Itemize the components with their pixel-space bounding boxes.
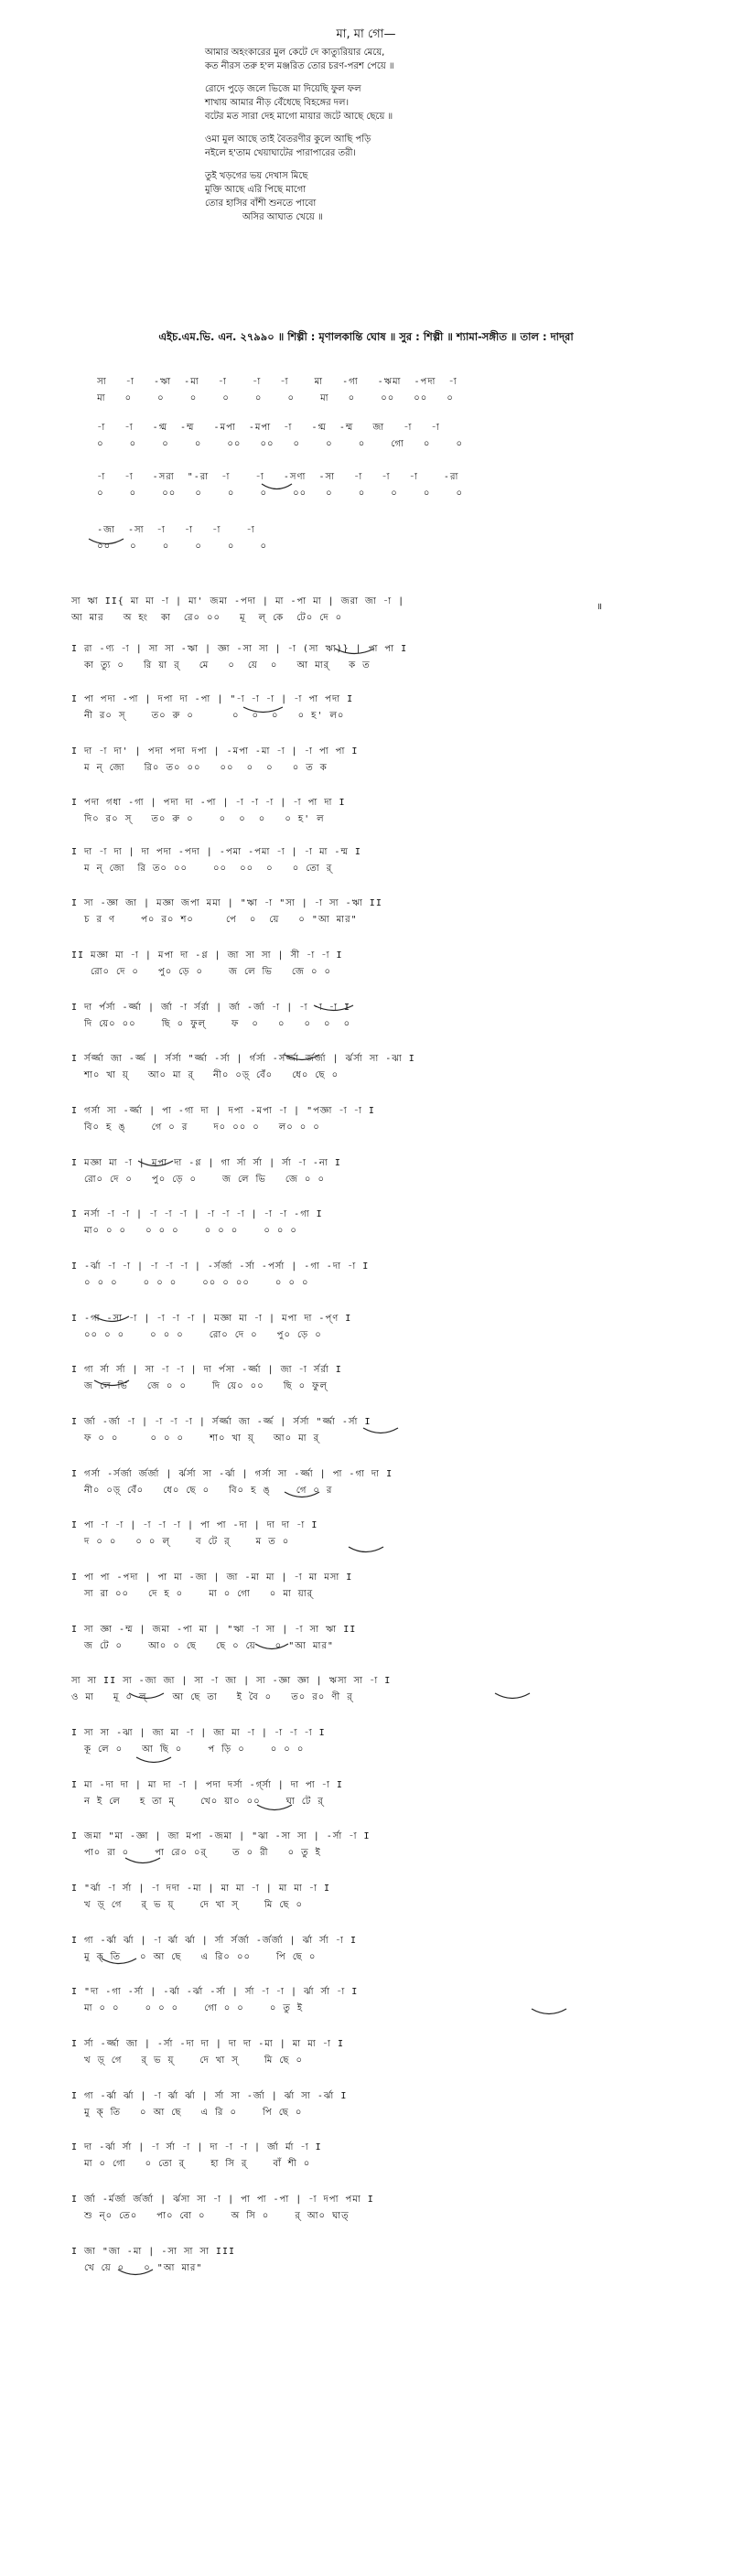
notation-row: [71, 1517, 666, 1550]
swara-line: I দা -া দা | দা পদা -পদা | -পমা -পমা -া | -া মা -ম্ম I: [71, 847, 361, 857]
lyric-syllable-line: খ ড়্ গে র্ ভ য়্ দে খা স্ মি ছে ০: [71, 2055, 304, 2066]
lyric-line: অসির আঘাত খেয়ে ॥: [242, 212, 323, 222]
slur-arc: [313, 1004, 354, 1014]
lyric-syllable-line: মা ০ ০ ০ ০ ০ ০ মা ০ ০০ ০০ ০: [71, 393, 454, 403]
slur-arc: [88, 538, 124, 547]
notation-row: [71, 1361, 666, 1394]
swara-line: I গা -র্ঝা র্ঝা | -া র্ঝা র্ঝা | র্সা সা -র্জা | র্ঝা সা -র্ঝা I: [71, 2091, 348, 2101]
swara-line: I পা -া -া | -া -া -া | পা পা -দা | দা দা -া I: [71, 1520, 318, 1530]
lyric-syllable-line: মা ০ ০ ০ ০ ০ গো ০ ০ ০ তু ই: [71, 2003, 304, 2013]
notation-row: [71, 468, 666, 501]
slur-arc: [135, 1756, 172, 1766]
slur-arc: [256, 1804, 293, 1813]
swara-line: সা ঋা II{ মা মা -া | মা' জমা -পদা | মা -পা মা | জরা জা -া |: [71, 596, 405, 606]
notation-row: [71, 895, 666, 928]
lyric-syllable-line: রো০ দে ০ পু০ ড়ে ০ জ লে ভি জে ০ ০: [71, 967, 331, 977]
lyric-syllable-line: খে য়ে ০ ০ "আ মার": [71, 2263, 203, 2273]
notation-row: [71, 419, 666, 452]
notation-row: [71, 947, 666, 980]
slur-arc: [284, 1491, 320, 1500]
swara-line: I -র্ঝা -া -া | -া -া -া | -র্সর্জা -র্সা -পর্সা | -গা -দা -া I: [71, 1261, 370, 1272]
swara-line: I গর্সা -র্সর্জা র্জর্জা | র্ঝর্সা সা -র্ঝা | গর্সা সা -র্জ্জা | পা -গা দা I: [71, 1469, 393, 1479]
slur-arc: [242, 706, 284, 715]
lyric-syllable-line: কা ত্যু ০ রি য়া র্ মে ০ য়ে ০ আ মার্ ক ত: [71, 660, 371, 671]
notation-row: [71, 999, 666, 1032]
notation-row: [71, 2243, 666, 2276]
lyric-syllable-line: ০০ ০ ০ ০ ০ ০ রো০ দে ০ পু০ ড়ে ০: [71, 1330, 322, 1340]
slur-arc: [124, 1857, 161, 1866]
lyric-line: মুক্তি আছে এরি পিছে মাগো: [205, 185, 307, 195]
lyric-syllable-line: নী০ ০ড়্ বেঁ০ ধে০ ছে ০ বি০ হ ঙ্ গে ০ র: [71, 1486, 333, 1496]
swara-line: -া -া -গ্ম -ম্ম -মপা -মপা -া -গ্ম -ম্ম জা -া -া: [71, 423, 440, 433]
lyric-line: আমার অহংকারের মুল কেটে দে কাত্যুরিয়ার মেয়ে,: [205, 48, 385, 58]
lyric-syllable-line: পা০ রা ০ পা রে০ ০র্ ত ০ রী ০ তু ই: [71, 1848, 321, 1858]
swara-line: -জা -সা -া -া -া -া: [71, 525, 255, 535]
slur-arc: [362, 1427, 399, 1436]
notation-row: [71, 1880, 666, 1913]
swara-line: I গা -র্ঝা র্ঝা | -া র্ঝা র্ঝা | র্সা র্সর্জা -র্জর্জা | র্ঝা র্সা -া I: [71, 1936, 357, 1946]
lyric-syllable-line: ন ই লে হ তা ম্ খে০ য়া০ ০০ ঘা টে র্: [71, 1797, 324, 1807]
lyric-syllable-line: রো০ দে ০ পু০ ড়ে ০ জ লে ভি জে ০ ০: [71, 1175, 325, 1185]
swara-line: I পা পদা -পা | দপা দা -পা | "-া -া -া | -া পা পদা I: [71, 694, 354, 704]
slur-arc: [93, 1315, 130, 1325]
lyric-syllable-line: দি য়ে০ ০০ ছি ০ ফুল্ ফ ০ ০ ০ ০ ০: [71, 1019, 351, 1029]
swara-line: I সা সা -ঝা | জা মা -া | জা মা -া | -া -া -া I: [71, 1728, 326, 1738]
lyric-syllable-line: নী র০ স্ ত০ রু ০ ০ ০ ০ ০ হ' ল০: [71, 711, 345, 721]
lyric-line: ওমা মুল আছে তাই বৈতরণীর কুলে আছি পড়ি: [205, 134, 371, 145]
swara-line: I সা জ্ঞা -ম্ম | জমা -পা মা | "ঋা -া সা | -া সা ঋা II: [71, 1625, 357, 1635]
notation-row: [71, 1932, 666, 1965]
slur-arc: [494, 1692, 531, 1701]
lyric-syllable-line: দি০ র০ স্ ত০ রু ০ ০ ০ ০ ০ হ' ল: [71, 814, 325, 824]
swara-line: I দা -র্ঝা র্সা | -া র্সা -া | দা -া -া | র্জা র্মা -া I: [71, 2142, 322, 2152]
notation-row: [71, 1310, 666, 1343]
slur-arc: [254, 1643, 289, 1652]
lyric-syllable-line: ০ ০ ০ ০ ০ ০ ০০ ০ ০০ ০ ০ ০: [71, 1278, 309, 1288]
lyric-line: শাখায় আমার নীড় বেঁধেছে বিহঙ্গের দল।: [205, 98, 350, 108]
swara-line: I র্সা -র্জ্জা জা | -র্সা -দা দা | দা দা -মা | মা মা -া I: [71, 2039, 344, 2049]
notation-row: [71, 1724, 666, 1757]
swara-line: সা সা II সা -জা জা | সা -া জা | সা -জ্ঞা জ্ঞা | ঋসা সা -া I: [71, 1676, 392, 1686]
lyric-line: তোর হাসির বাঁশী শুনতে পাবো: [205, 199, 317, 209]
lyric-syllable-line: কূ লে ০ আ ছি ০ প ড়ি ০ ০ ০ ০: [71, 1744, 305, 1755]
lyric-syllable-line: ও মা মূ ০ ল্ আ ছে তা ই বৈ ০ ত০ র০ ণী র্: [71, 1692, 353, 1702]
swara-line: I র্জা -র্মর্জা র্জর্জা | র্ঝসা সা -া | পা পা -পা | -া দপা পমা I: [71, 2195, 374, 2205]
notation-row: [71, 1776, 666, 1809]
slur-arc: [128, 1692, 165, 1701]
slur-arc: [137, 1160, 174, 1169]
song-title: মা, মা গো—: [336, 27, 396, 41]
notation-row: [71, 794, 666, 827]
lyric-syllable-line: ০ ০ ০ ০ ০০ ০০ ০ ০ ০ গো ০ ০: [71, 439, 463, 449]
lyric-line: কত নীরস তরু হ'ল মঞ্জরিত তোর চরণ-পরশ পেয়ে ॥: [205, 61, 394, 71]
notation-row: [71, 1258, 666, 1291]
slur-arc: [334, 648, 375, 657]
swara-line: I "র্ঝা -া র্সা | -া দদা -মা | মা মা -া | মা মা -া I: [71, 1884, 331, 1894]
swara-line: II মজ্ঞা মা -া | মপা দা -ণ্ণ | জা সা সা | সী -া -া I: [71, 950, 343, 961]
lyric-syllable-line: ম ন্ জো রি ত০ ০০ ০০ ০০ ০ ০ তো র্: [71, 864, 333, 874]
swara-line: I দা -া দা' | পদা পদা দপা | -মপা -মা -া | -া পা পা I: [71, 746, 359, 757]
swara-line: I -গা -সা -া | -া -া -া | মজ্ঞা মা -া | মপা দা -প্ণ I: [71, 1314, 352, 1324]
notation-row: [71, 521, 666, 554]
lyric-syllable-line: মু ক্ তি ০ আ ছে এ রি০ ০০ পি ছে ০: [71, 1952, 317, 1962]
swara-line: I "দা -গা -র্সা | -র্ঝা -র্ঝা -র্সা | র্সা -া -া | র্ঝা র্সা -া I: [71, 1987, 359, 1997]
swara-line: I দা র্পর্সা -র্জ্জা | র্জা -া র্সর্রা | র্জা -র্জা -া | -া -া -া I: [71, 1003, 351, 1013]
swara-line: I জমা "মা -জ্ঞা | জা মপা -জমা | "ঝা -সা সা | -র্সা -া I: [71, 1831, 371, 1841]
notation-row: [71, 1569, 666, 1602]
lyric-syllable-line: শা০ খা য়্ আ০ মা র্ নী০ ০ড়্ বেঁ০ ধে০ ছে ০: [71, 1070, 339, 1080]
notation-row: [71, 1621, 666, 1654]
lyric-line: রোদে পুড়ে জলে ভিজে মা দিয়েছি ফুল ফল: [205, 84, 361, 94]
swara-line: I নর্সা -া -া | -া -া -া | -া -া -া | -া -া -গা I: [71, 1209, 323, 1219]
swara-line: -া -া -সরা "-রা -া -া -সণা -সা -া -া -া -রা: [71, 472, 459, 482]
lyric-syllable-line: জ লে ভি জে ০ ০ দি য়ে০ ০০ ছি ০ ফুল্: [71, 1381, 328, 1391]
lyric-syllable-line: ০ ০ ০০ ০ ০ ০ ০০ ০ ০ ০ ০ ০: [71, 488, 463, 499]
swara-line: I পদা গধা -গা | পদা দা -পা | -া -া -া | -া পা দা I: [71, 798, 346, 808]
lyric-syllable-line: চ র ণ প০ র০ শ০ পে ০ য়ে ০ "আ মার": [71, 915, 358, 925]
lyric-syllable-line: ফ ০ ০ ০ ০ ০ শা০ খা য়্ আ০ মা র্: [71, 1433, 320, 1444]
notation-row: [71, 2088, 666, 2120]
notation-row: [71, 1102, 666, 1135]
lyric-syllable-line: মু ক্ তি ০ আ ছে এ রি ০ পি ছে ০: [71, 2108, 303, 2118]
lyric-syllable-line: শু ন্০ তে০ পা০ বো ০ অ সি ০ র্ আ০ ঘাত্: [71, 2211, 350, 2221]
slur-arc: [117, 2269, 154, 2278]
notation-row: [71, 2139, 666, 2172]
lyric-syllable-line: মা ০ গো ০ তো র্ হা সি র্ বাঁ শী ০: [71, 2159, 311, 2169]
notation-row: [71, 743, 666, 776]
swara-line: সা -া -ঋা -মা -া -া -া মা -গা -ঋমা -পদা -া: [71, 377, 458, 387]
swara-line: I মজ্ঞা মা -া | মপা দা -ণ্ণ | গা র্সা র্সা | র্সা -া -না I: [71, 1158, 341, 1168]
slur-arc: [531, 2008, 567, 2017]
lyric-line: নইলে হ'তাম খেয়াঘাটের পারাপারের তরী।: [205, 148, 357, 158]
swara-line: I জা "জা -মা | -সা সা সা III: [71, 2247, 235, 2257]
notation-row: [71, 1465, 666, 1498]
swara-line: I পা পা -পদা | পা মা -জা | জা -মা মা | -া মা মসা I: [71, 1572, 353, 1583]
lyric-line: বটের মত সারা দেহ মাগো মায়ার জটে আছে ছেয়ে ॥: [205, 112, 393, 122]
lyric-syllable-line: সা রা ০০ দে হ ০ মা ০ গো ০ মা য়ার্: [71, 1589, 314, 1599]
notation-row: [71, 843, 666, 876]
lyric-syllable-line: মা০ ০ ০ ০ ০ ০ ০ ০ ০ ০ ০ ০: [71, 1226, 297, 1236]
notation-row: [71, 1983, 666, 2016]
slur-arc: [101, 1958, 137, 1967]
swara-line: I মা -দা দা | মা দা -া | পদা দর্সা -র্গ্সা | দা পা -া I: [71, 1780, 343, 1790]
notation-row: [71, 2035, 666, 2068]
notation-row: [71, 640, 666, 673]
lyric-syllable-line: আ মার অ হং কা রে০ ০০ মূ ল্ কে টে০ দে ০: [71, 613, 343, 623]
swara-line: I গর্সা সা -র্জ্জা | পা -গা দা | দপা -মপা -া | "পজ্ঞা -া -া I: [71, 1106, 375, 1116]
slur-arc: [284, 1054, 320, 1063]
lyric-syllable-line: খ ড়্ গে র্ ভ য়্ দে খা স্ মি ছে ০: [71, 1900, 304, 1910]
notation-row: [71, 593, 666, 626]
lyric-syllable-line: বি০ হ ঙ্ গে ০ র দ০ ০০ ০ ল০ ০ ০: [71, 1122, 320, 1132]
flourish-mark: ॥: [597, 602, 602, 612]
notation-row: [71, 373, 666, 406]
swara-line: I গা র্সা র্সা | সা -া -া | দা র্পসা -র্জ্জা | জা -া র্সর্রা I: [71, 1365, 342, 1375]
lyric-syllable-line: জ টে ০ আ০ ০ ছে ছে ০ য়ে ০ "আ মার": [71, 1641, 334, 1651]
notation-row: [71, 1828, 666, 1861]
lyric-line: তুই খড়গের ভয় দেখাস মিছে: [205, 171, 308, 181]
slur-arc: [348, 1546, 384, 1555]
lyric-syllable-line: দ ০ ০ ০ ০ ল্ ব টে র্ ম ত ০: [71, 1537, 290, 1547]
swara-line: I র্জা -র্জা -া | -া -া -া | র্সর্জ্জা জা -র্জ্জ | র্সর্সা "র্জ্জা -র্সা I: [71, 1417, 371, 1427]
lyric-syllable-line: ম ন্ জো রি০ ত০ ০০ ০০ ০ ০ ০ ত ক: [71, 763, 328, 773]
notation-row: [71, 1050, 666, 1083]
notation-row: [71, 1206, 666, 1239]
notation-row: [71, 2191, 666, 2224]
record-metadata: এইচ.এম.ভি. এন. ২৭৯৯০ ॥ শিল্পী : মৃণালকান্তি ঘোষ ॥ সুর : শিল্পী ॥ শ্যামা-সঙ্গীত ॥ তাল : দাদ্‌রা: [158, 330, 574, 343]
lyric-syllable-line: ০০ ০ ০ ০ ০ ০: [71, 542, 267, 552]
notation-row: [71, 691, 666, 724]
slur-arc: [93, 1379, 130, 1389]
slur-arc: [261, 483, 293, 492]
swara-line: I সা -জ্ঞা জা | মজ্ঞা জপা মমা | "ঋা -া "সা | -া সা -ঋা II: [71, 898, 382, 908]
swara-line: I রা -ণ্য -া | সা সা -ঋা | জ্ঞা -সা সা | -া (সা ঋা)} | পা পা I: [71, 644, 408, 654]
swara-line: I র্সর্জ্জা জা -র্জ্জ | র্সর্সা "র্জ্জা -র্সা | র্গর্সা -র্সর্জ্জা র্জর্জা | র্ঝর্সা সা -ঝা I: [71, 1054, 415, 1064]
